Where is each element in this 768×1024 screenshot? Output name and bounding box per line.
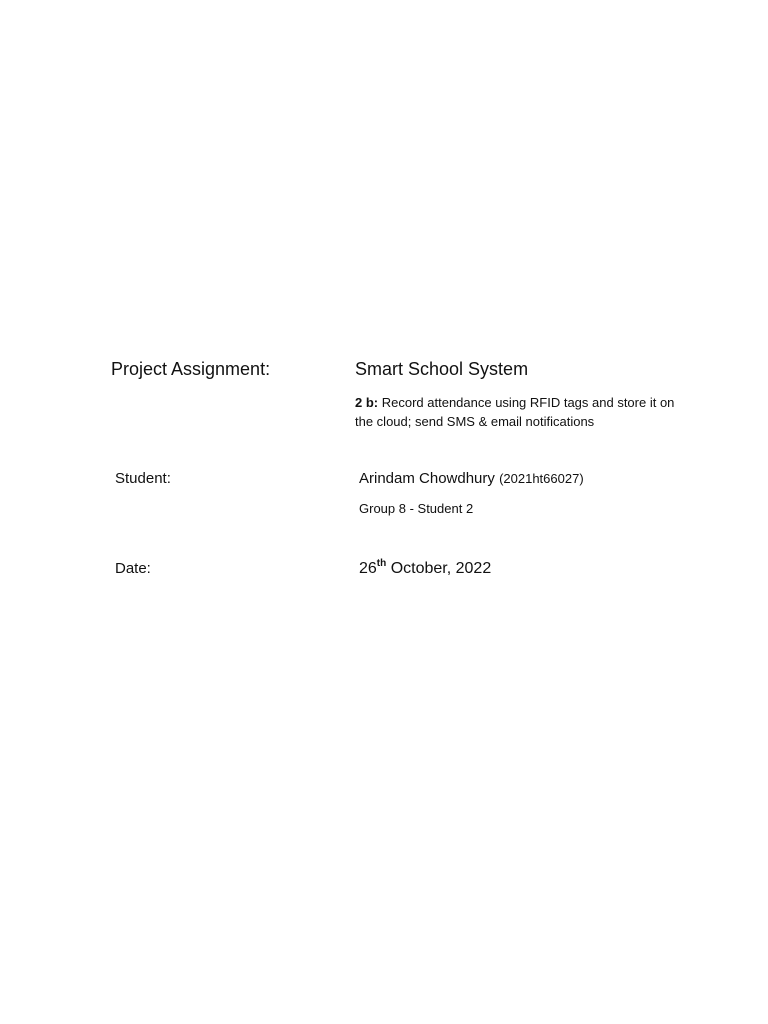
student-name-line [359, 470, 584, 487]
date-rest: October, 2022 [386, 560, 492, 577]
subtitle-prefix: 2 b: [355, 395, 379, 410]
subtitle-text: Record attendance using RFID tags and store it on the cloud; send SMS & email notifications [355, 395, 675, 429]
project-subtitle [355, 393, 685, 431]
date-day: 26 [359, 560, 377, 577]
project-assignment-label: Project Assignment: [111, 359, 271, 379]
student-id: (2021ht66027) [499, 471, 584, 486]
date-value [359, 558, 491, 578]
student-label: Student: [115, 470, 171, 487]
group-info: Group 8 - Student 2 [359, 501, 474, 516]
date-label: Date: [115, 560, 151, 577]
student-name: Arindam Chowdhury [359, 470, 495, 487]
date-day-suffix: th [376, 558, 387, 569]
project-title: Smart School System [355, 359, 529, 379]
